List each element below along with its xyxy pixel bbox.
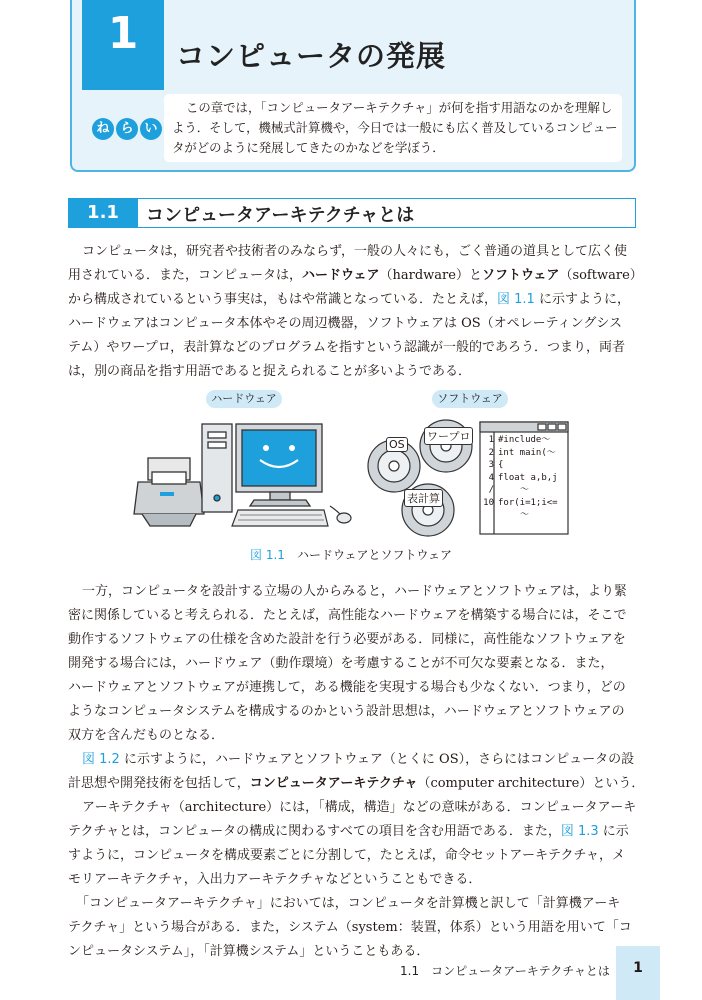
software-label: ソフトウェア — [432, 390, 508, 408]
para2-line-1: 一方，コンピュータを設計する立場の人からみると，ハードウェアとソフトウェアは，より緊 — [82, 584, 627, 599]
aim-line-2: よう．そして，機械式計算機や，今日では一般にも広く普及しているコンピュー — [172, 120, 618, 135]
para5-line-2: テクチャ」という場合がある．また，システム（system：装置，体系）という用語を用いて「コ — [68, 920, 632, 935]
section-number: 1.1 — [87, 202, 119, 223]
disc-label-os: OS — [386, 437, 408, 452]
section-title: コンピュータアーキテクチャとは — [146, 205, 415, 226]
printer-icon — [134, 458, 204, 526]
page-number: 1 — [633, 960, 643, 976]
para2-line-3: 動作するソフトウェアの仕様を含めた設計を行う必要がある．同様に，高性能なソフトウェアを — [68, 632, 626, 647]
aim-line-3: タがどのように発展してきたのかなどを学ぼう． — [172, 140, 445, 155]
figure-caption-ref: 図 1.1 — [250, 548, 285, 562]
para1-line-3: から構成されているという事実は，もはや常識となっている．たとえば，図 1.1 に示すように， — [68, 292, 630, 307]
footer-section-title: 1.1 コンピュータアーキテクチャとは — [400, 964, 610, 978]
para1-line-2: 用されている．また，コンピュータは，ハードウェア（hardware）とソフトウェア（software） — [68, 268, 643, 283]
term-hardware: ハードウェア — [302, 268, 380, 283]
aim-badge-i: い — [140, 118, 162, 140]
figure-ref-1-3[interactable]: 図 1.3 — [560, 824, 599, 839]
para3-line-1: 図 1.2 に示すように，ハードウェアとソフトウェア（とくに OS），さらにはコンピュータの設 — [82, 752, 635, 767]
term-computer-architecture: コンピュータアーキテクチャ — [249, 776, 418, 791]
para1-line-5: テム）やワープロ，表計算などのプログラムを指すという認識が一般的であろう．つまり，両者 — [68, 340, 626, 355]
code-line-numbers: 1 2 3 4 / 10 — [483, 435, 494, 508]
pc-tower-icon — [202, 424, 232, 512]
code-lines: #include～ int main(～ { float a,b,j ～ for(i=1;i<= ～ — [498, 435, 558, 520]
para2-line-4: 開発する場合には，ハードウェア（動作環境）を考慮することが不可欠な要素となる．また， — [68, 656, 614, 671]
monitor-icon — [236, 424, 322, 506]
para2-line-6: ようなコンピュータシステムを構成するのかという設計思想は，ハードウェアとソフトウェアの — [68, 704, 625, 719]
keyboard-icon — [232, 510, 328, 526]
chapter-number: 1 — [107, 8, 139, 59]
para4-line-2: テクチャとは，コンピュータの構成に関わるすべての項目を含む用語である．また，図 1.3 に示 — [68, 824, 629, 839]
term-software: ソフトウェア — [481, 268, 560, 283]
hardware-label: ハードウェア — [206, 390, 282, 408]
disc-label-wapuro: ワープロ — [424, 427, 473, 445]
figure-ref-1-1[interactable]: 図 1.1 — [497, 292, 535, 307]
para2-line-2: 密に関係していると考えられる．たとえば，高性能なハードウェアを構築する場合には，そこで — [68, 608, 627, 623]
para1-line-1: コンピュータは，研究者や技術者のみならず，一般の人々にも，ごく普通の道具として広く使 — [82, 244, 627, 259]
para5-line-3: ンピュータシステム」，「計算機システム」ということもある． — [68, 944, 430, 959]
para2-line-7: 双方を含んだものとなる． — [68, 728, 225, 743]
aim-line-1: この章では，「コンピュータアーキテクチャ」が何を指す用語なのかを理解し — [186, 100, 613, 115]
disc-label-hyokeisan: 表計算 — [404, 489, 443, 507]
para1-line-6: は，別の商品を指す用語であると捉えられることが多いようである． — [68, 364, 472, 379]
mouse-icon — [330, 506, 351, 523]
aim-badge-ne: ね — [92, 118, 114, 140]
figure-caption: 図 1.1 ハードウェアとソフトウェア — [250, 548, 452, 562]
para4-line-3: すように，コンピュータを構成要素ごとに分割して，たとえば，命令セットアーキテクチャ，メ — [68, 848, 626, 863]
aim-badge-ra: ら — [116, 118, 138, 140]
chapter-title: コンピュータの発展 — [176, 39, 447, 73]
para4-line-1: アーキテクチャ（architecture）には，「構成，構造」などの意味がある．コンピュータアーキ — [82, 800, 637, 815]
figure-ref-1-2[interactable]: 図 1.2 — [82, 752, 120, 767]
para3-line-2: 計思想や開発技術を包括して，コンピュータアーキテクチャ（computer architecture）という． — [68, 776, 645, 791]
para4-line-4: モリアーキテクチャ，入出力アーキテクチャなどということもできる． — [68, 872, 482, 887]
para2-line-5: ハードウェアとソフトウェアが連携して，ある機能を実現する場合も少なくない．つまり，どの — [68, 680, 626, 695]
para1-line-4: ハードウェアはコンピュータ本体やその周辺機器，ソフトウェアは OS（オペレーティングシス — [68, 316, 622, 331]
para5-line-1: 「コンピュータアーキテクチャ」においては，コンピュータを計算機と訳して「計算機アーキ — [76, 896, 621, 911]
